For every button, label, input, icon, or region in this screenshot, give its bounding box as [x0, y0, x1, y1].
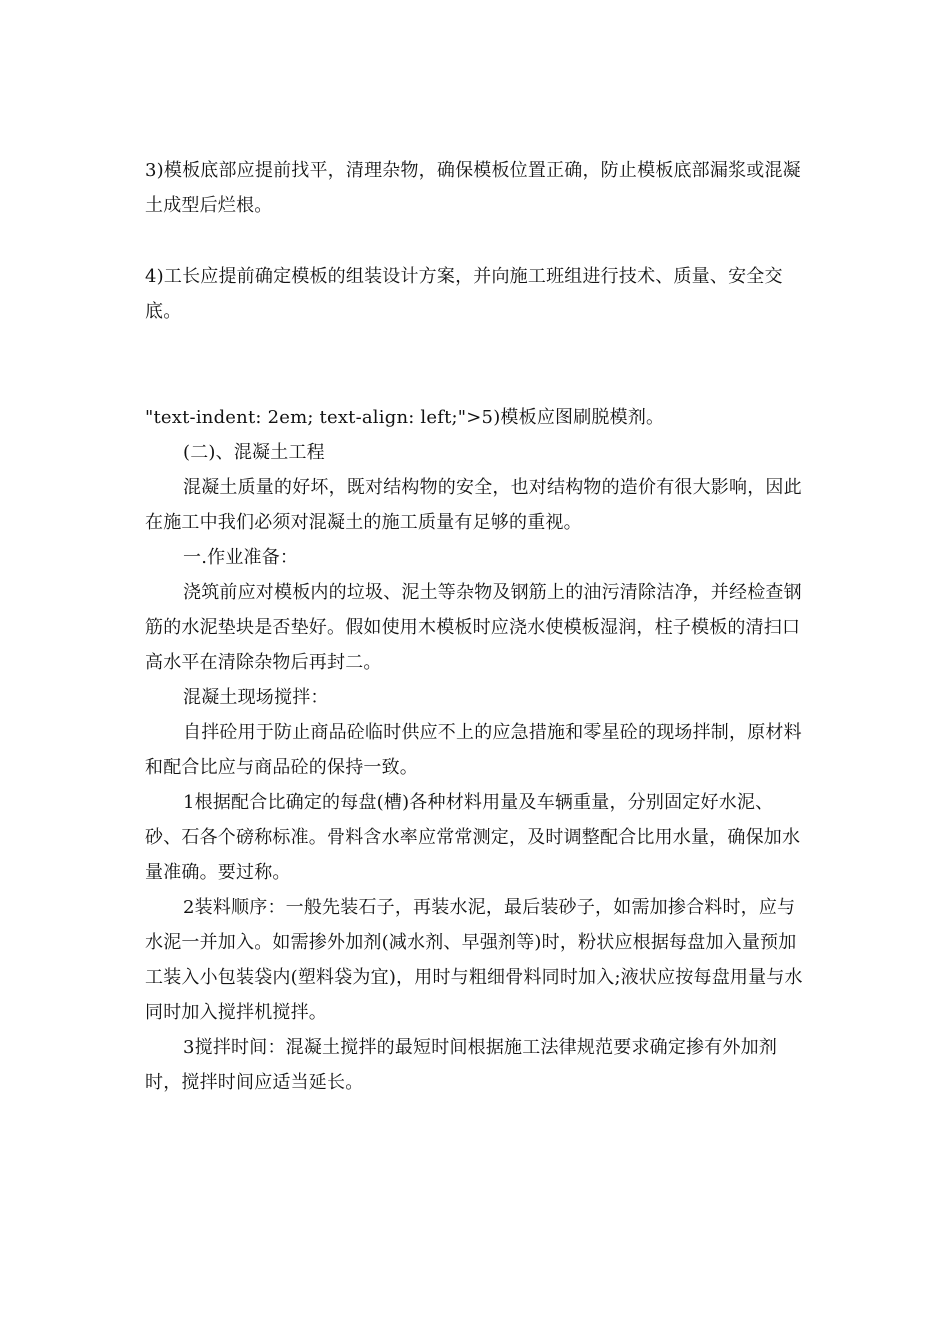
- paragraph-release-agent: "text-indent: 2em; text-align: left;">5)模板应图刷脱模剂。: [145, 407, 665, 428]
- paragraph-formwork-design: 4)工长应提前确定模板的组装设计方案，并向施工班组进行技术、质量、安全交底。: [145, 266, 783, 322]
- paragraph-step-1: 1根据配合比确定的每盘(槽)各种材料用量及车辆重量，分别固定好水泥、砂、石各个磅称标准。骨料含水率应常常测定，及时调整配合比用水量，确保加水量准确。要过称。: [145, 792, 801, 883]
- heading-preparation: 一.作业准备：: [183, 547, 299, 568]
- paragraph-concrete-quality: 混凝土质量的好坏，既对结构物的安全，也对结构物的造价有很大影响，因此在施工中我们必须对混凝土的施工质量有足够的重视。: [145, 477, 802, 533]
- paragraph-step-3: 3搅拌时间：混凝土搅拌的最短时间根据施工法律规范要求确定掺有外加剂时，搅拌时间应适当延长。: [145, 1037, 778, 1093]
- heading-site-mixing: 混凝土现场搅拌：: [183, 687, 329, 708]
- paragraph-pouring-prep: 浇筑前应对模板内的垃圾、泥土等杂物及钢筋上的油污清除洁净，并经检查钢筋的水泥垫块是否垫好。假如使用木模板时应浇水使模板湿润，柱子模板的清扫口高水平在清除杂物后再封二。: [145, 582, 802, 673]
- section-heading-concrete: (二)、混凝土工程: [183, 442, 325, 463]
- paragraph-formwork-bottom: 3)模板底部应提前找平，清理杂物，确保模板位置正确，防止模板底部漏浆或混凝土成型后烂根。: [145, 160, 801, 216]
- paragraph-self-mixing: 自拌砼用于防止商品砼临时供应不上的应急措施和零星砼的现场拌制，原材料和配合比应与商品砼的保持一致。: [145, 722, 802, 778]
- paragraph-step-2: 2装料顺序：一般先装石子，再装水泥，最后装砂子，如需加掺合料时，应与水泥一并加入。如需掺外加剂(减水剂、早强剂等)时，粉状应根据每盘加入量预加工装入小包装袋内(塑料袋为宜)，用时与粗细骨料同时加入;液状应按每盘用量与水同时加入搅拌机搅拌。: [145, 897, 803, 1023]
